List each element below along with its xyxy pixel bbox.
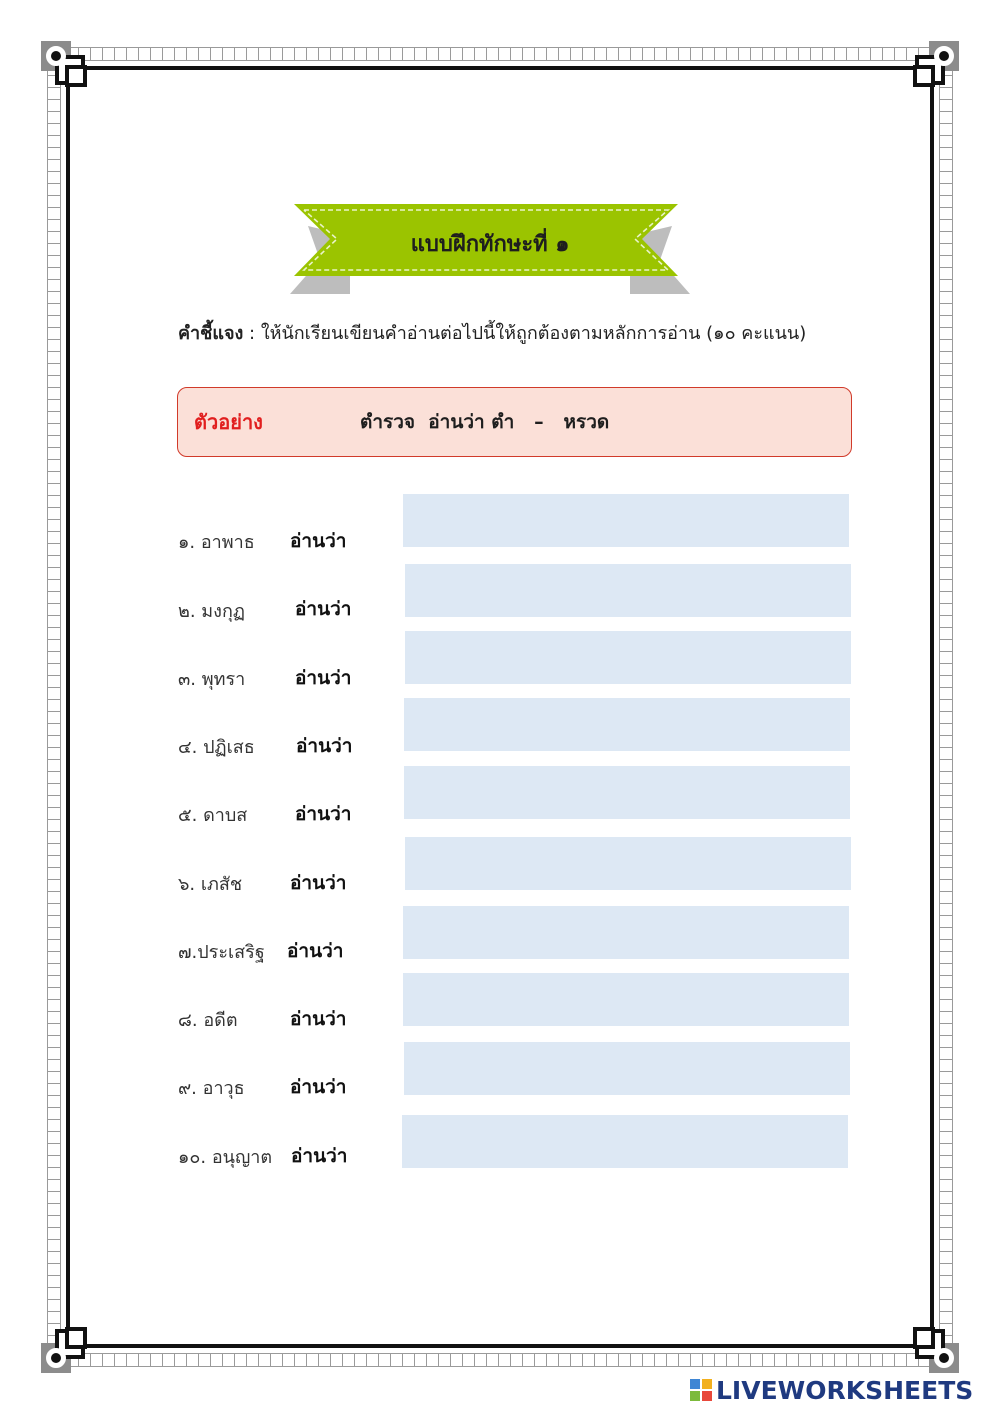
instruction-lead: คำชี้แจง bbox=[178, 323, 244, 344]
question-word: ๘. อดีต bbox=[178, 1010, 238, 1031]
frame-ladder-right bbox=[939, 66, 953, 1348]
read-as-label: อ่านว่า bbox=[295, 598, 352, 620]
watermark-text: LIVEWORKSHEETS bbox=[716, 1375, 974, 1405]
question-word: ๓. พุทรา bbox=[178, 669, 246, 690]
question-word: ๖. เภสัช bbox=[178, 874, 243, 895]
read-as-label: อ่านว่า bbox=[296, 735, 353, 757]
liveworksheets-logo-icon bbox=[690, 1379, 712, 1401]
answer-field-7[interactable] bbox=[403, 906, 849, 959]
title-banner bbox=[290, 196, 690, 296]
read-as-label: อ่านว่า bbox=[295, 803, 352, 825]
read-as-label: อ่านว่า bbox=[290, 1076, 347, 1098]
answer-field-1[interactable] bbox=[403, 494, 849, 547]
liveworksheets-watermark bbox=[690, 1374, 973, 1406]
answer-field-3[interactable] bbox=[405, 631, 851, 684]
frame-ladder-left bbox=[47, 66, 61, 1348]
question-word: ๔. ปฏิเสธ bbox=[178, 737, 255, 758]
frame-ladder-bottom bbox=[66, 1353, 934, 1367]
example-box bbox=[177, 387, 852, 457]
answer-field-2[interactable] bbox=[405, 564, 851, 617]
example-label: ตัวอย่าง bbox=[194, 410, 263, 434]
question-word: ๕. ดาบส bbox=[178, 805, 248, 826]
frame-corner-bottom-left bbox=[41, 1321, 93, 1373]
example-text: ตำรวจ อ่านว่า ตำ – หรวด bbox=[360, 411, 610, 433]
page-title: แบบฝึกทักษะที่ ๑ bbox=[410, 232, 570, 257]
instruction-text: : ให้นักเรียนเขียนคำอ่านต่อไปนี้ให้ถูกต้องตามหลักการอ่าน (๑๐ คะแนน) bbox=[243, 323, 807, 344]
question-word: ๒. มงกุฏ bbox=[178, 601, 245, 622]
answer-field-9[interactable] bbox=[404, 1042, 850, 1095]
question-word: ๙. อาวุธ bbox=[178, 1078, 245, 1099]
question-word: ๗.ประเสริฐ bbox=[178, 942, 265, 963]
frame-corner-top-left bbox=[41, 41, 93, 93]
read-as-label: อ่านว่า bbox=[290, 1008, 347, 1030]
question-word: ๑. อาพาธ bbox=[178, 532, 255, 553]
answer-field-6[interactable] bbox=[405, 837, 851, 890]
read-as-label: อ่านว่า bbox=[287, 940, 344, 962]
answer-field-4[interactable] bbox=[404, 698, 850, 751]
answer-field-8[interactable] bbox=[403, 973, 849, 1026]
frame-ladder-top bbox=[66, 47, 934, 61]
answer-field-5[interactable] bbox=[404, 766, 850, 819]
read-as-label: อ่านว่า bbox=[291, 1145, 348, 1167]
answer-field-10[interactable] bbox=[402, 1115, 848, 1168]
question-word: ๑๐. อนุญาต bbox=[178, 1147, 273, 1168]
instruction bbox=[178, 318, 878, 347]
read-as-label: อ่านว่า bbox=[290, 530, 347, 552]
frame-corner-bottom-right bbox=[907, 1321, 959, 1373]
read-as-label: อ่านว่า bbox=[290, 872, 347, 894]
read-as-label: อ่านว่า bbox=[295, 667, 352, 689]
frame-corner-top-right bbox=[907, 41, 959, 93]
